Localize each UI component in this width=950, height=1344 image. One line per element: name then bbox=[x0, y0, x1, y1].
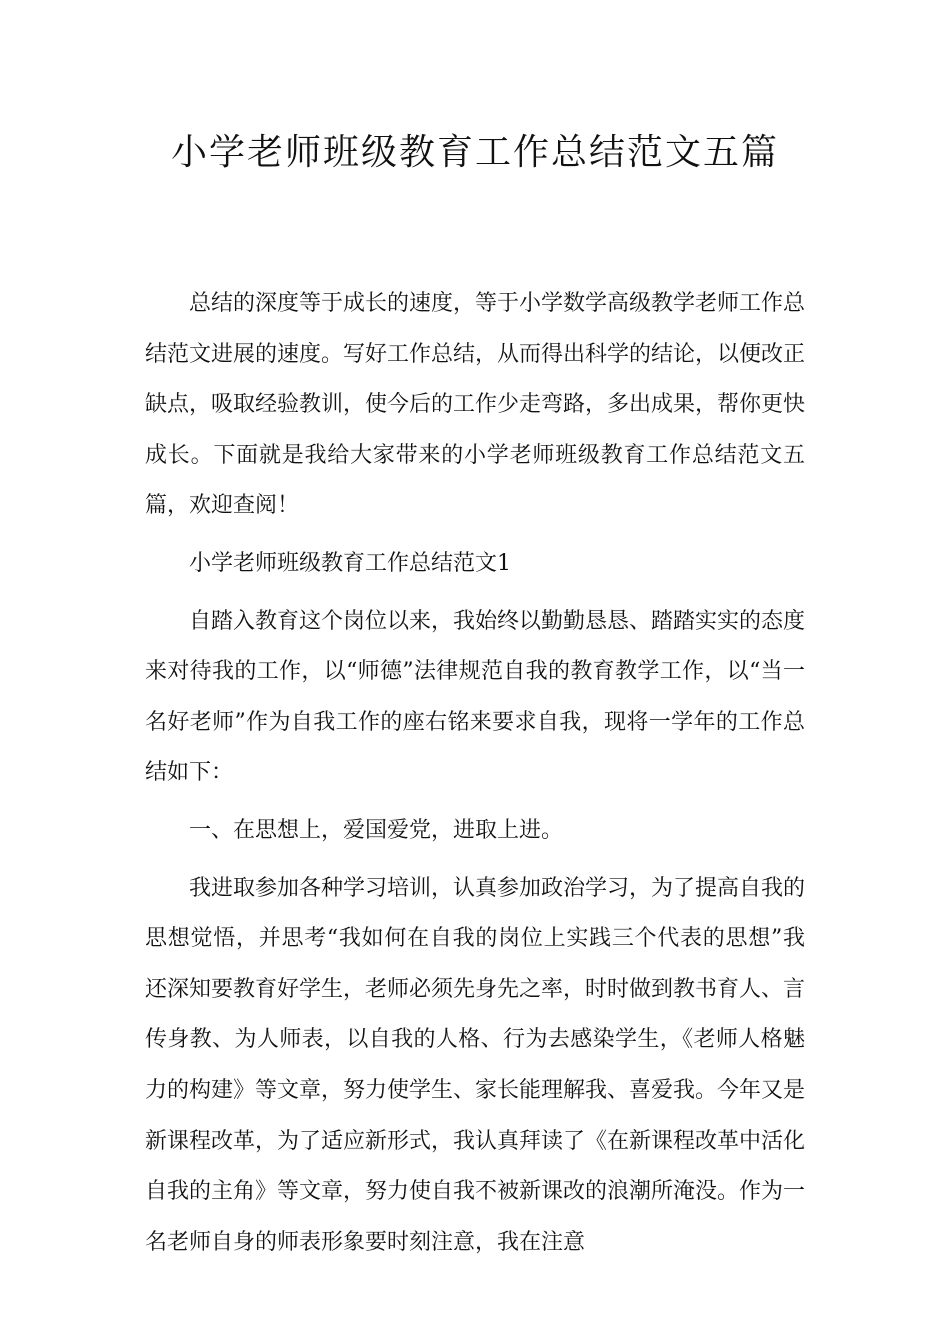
intro-paragraph: 总结的深度等于成长的速度，等于小学数学高级教学老师工作总结范文进展的速度。写好工作总结，从而得出科学的结论，以便改正缺点，吸取经验教训，使今后的工作少走弯路，多出成果，帮你更快成长。下面就是我给大家带来的小学老师班级教育工作总结范文五篇，欢迎查阅！ bbox=[145, 291, 806, 519]
document-title: 小学老师班级教育工作总结范文五篇 bbox=[170, 132, 779, 173]
document-body bbox=[145, 279, 805, 1268]
subsection-heading-1: 一、在思想上，爱国爱党，进取上进。 bbox=[189, 817, 564, 843]
section-heading-1: 小学老师班级教育工作总结范文1 bbox=[189, 550, 511, 576]
body-paragraph-1: 自踏入教育这个岗位以来，我始终以勤勤恳恳、踏踏实实的态度来对待我的工作，以“师德”法律规范自我的教育教学工作，以“当一名好老师”作为自我工作的座右铭来要求自我，现将一学年的工作总结如下： bbox=[145, 608, 806, 786]
body-paragraph-2: 我进取参加各种学习培训，认真参加政治学习，为了提高自我的思想觉悟，并思考“我如何在自我的岗位上实践三个代表的思想”我还深知要教育好学生，老师必须先身先之率，时时做到教书育人、言传身教、为人师表，以自我的人格、行为去感染学生，《老师人格魅力的构建》等文章，努力使学生、家长能理解我、喜爱我。今年又是新课程改革，为了适应新形式，我认真拜读了《在新课程改革中活化自我的主角》等文章，努力使自我不被新课改的浪潮所淹没。作为一名老师自身的师表形象要时刻注意，我在注意 bbox=[145, 875, 806, 1255]
